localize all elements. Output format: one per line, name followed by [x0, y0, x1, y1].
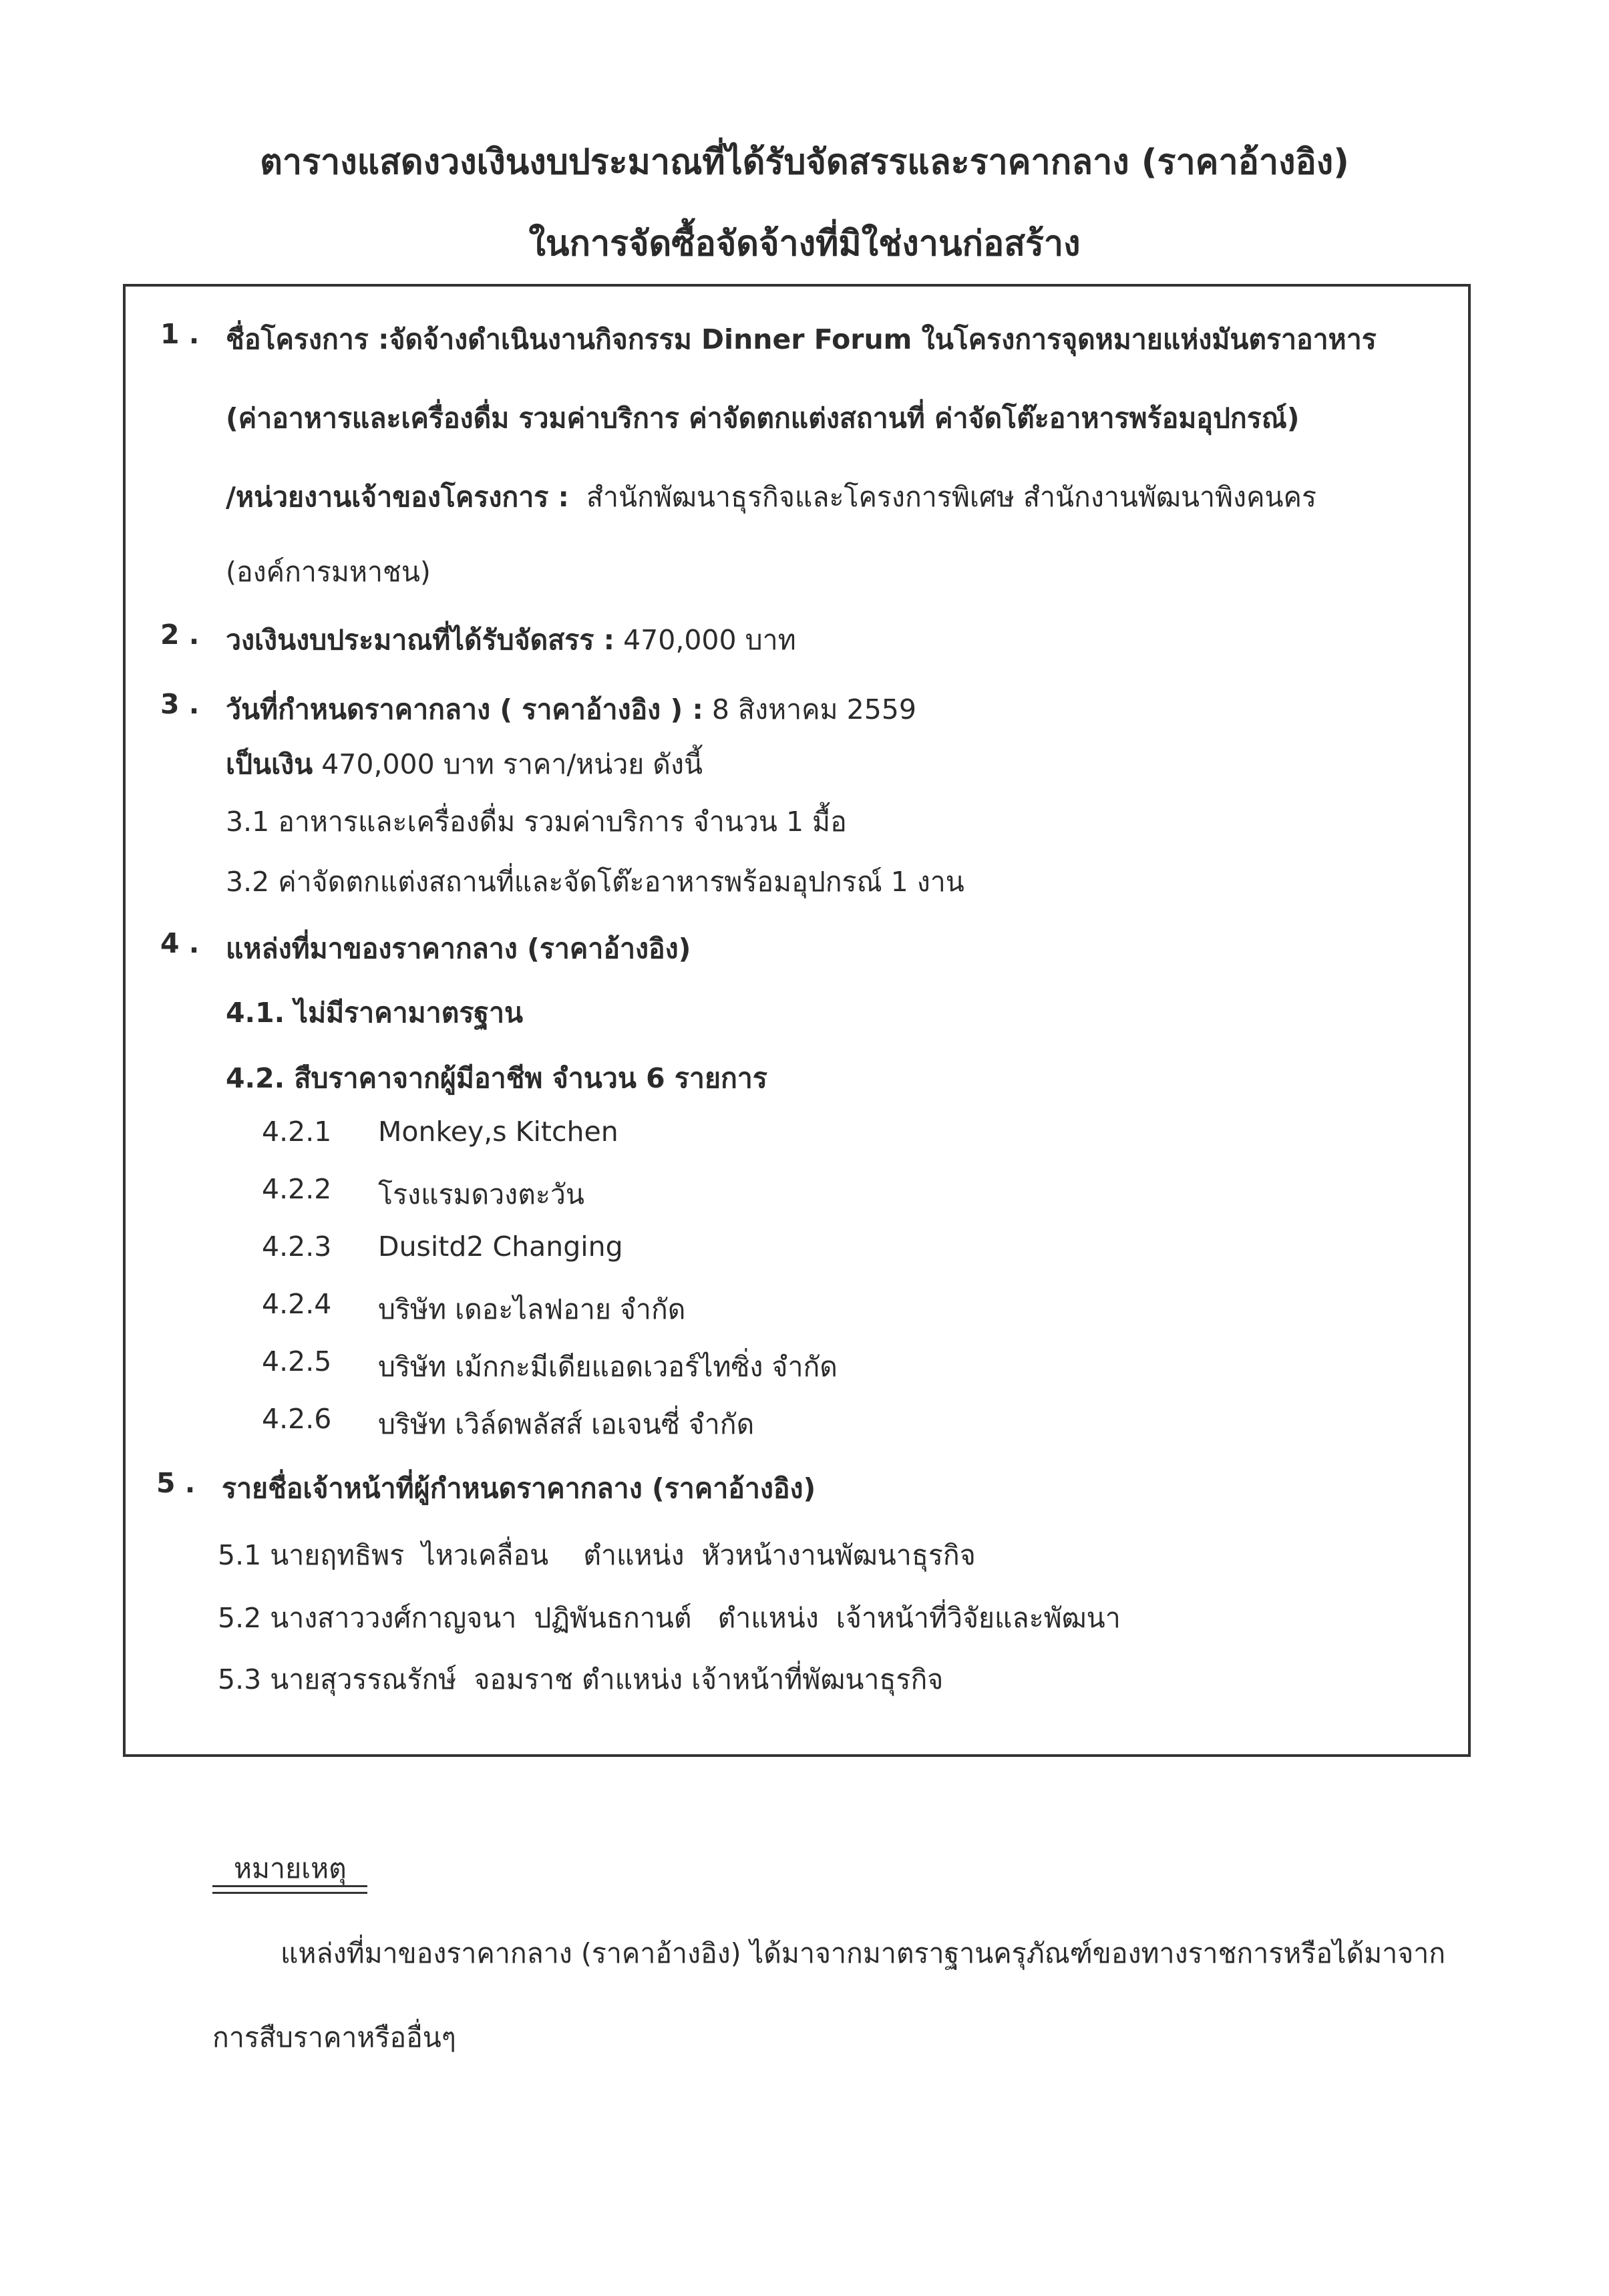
vendor-number: 4.2.4: [262, 1288, 332, 1320]
price-date-label: วันที่กำหนดราคากลาง ( ราคาอ้างอิง ) :: [226, 693, 703, 725]
staff-member: 5.3 นายสุวรรณรักษ์ จอมราช ตำแหน่ง เจ้าหน้าที่พัฒนาธุรกิจ: [218, 1663, 944, 1695]
price-source-sub-1: 4.1. ไม่มีราคามาตรฐาน: [226, 997, 524, 1029]
amount-line: [226, 743, 703, 786]
amount-text: 470,000 บาท ราคา/หน่วย ดังนี้: [321, 748, 703, 780]
staff-heading: รายชื่อเจ้าหน้าที่ผู้กำหนดราคากลาง (ราคาอ้างอิง): [222, 1472, 816, 1504]
budget-value: 470,000 บาท: [623, 624, 796, 656]
staff-member: 5.1 นายฤทธิพร ไหวเคลื่อน ตำแหน่ง หัวหน้างานพัฒนาธุรกิจ: [218, 1539, 976, 1571]
vendor-number: 4.2.5: [262, 1345, 332, 1377]
vendor-name: Monkey,s Kitchen: [378, 1116, 618, 1148]
vendor-name: บริษัท เม้กกะมีเดียแอดเวอร์ไทซิ่ง จำกัด: [378, 1351, 838, 1383]
vendor-number: 4.2.1: [262, 1116, 332, 1148]
vendor-name: บริษัท เวิล์ดพลัสส์ เอเจนซี่ จำกัด: [378, 1408, 755, 1440]
vendor-number: 4.2.3: [262, 1231, 332, 1263]
project-owner-label: /หน่วยงานเจ้าของโครงการ :: [226, 481, 569, 513]
section-1-line: [226, 318, 1377, 361]
note-line-2: การสืบราคาหรืออื่นๆ: [212, 2021, 456, 2054]
vendor-name: Dusitd2 Changing: [378, 1231, 623, 1263]
vendor-name: บริษัท เดอะไลฟอาย จำกัด: [378, 1293, 686, 1325]
section-4-number: 4 .: [160, 927, 200, 959]
section-3-number: 3 .: [160, 688, 200, 720]
section-2-number: 2 .: [160, 619, 200, 651]
project-owner-text: สำนักพัฒนาธุรกิจและโครงการพิเศษ สำนักงานพัฒนาพิงคนคร: [586, 481, 1316, 513]
project-owner-continued: (องค์การมหาชน): [226, 556, 431, 588]
note-underline-top: [212, 1885, 367, 1887]
project-name-continued: (ค่าอาหารและเครื่องดื่ม รวมค่าบริการ ค่าจัดตกแต่งสถานที่ ค่าจัดโต๊ะอาหารพร้อมอุปกรณ์): [226, 402, 1300, 434]
price-source-heading: แหล่งที่มาของราคากลาง (ราคาอ้างอิง): [226, 933, 691, 965]
vendor-number: 4.2.2: [262, 1173, 332, 1205]
project-owner-line: [226, 476, 1316, 519]
note-line-1: แหล่งที่มาของราคากลาง (ราคาอ้างอิง) ได้มาจากมาตราฐานครุภัณฑ์ของทางราชการหรือได้มาจาก: [281, 1937, 1446, 1969]
vendor-name: โรงแรมดวงตะวัน: [378, 1178, 584, 1210]
price-item-1: 3.1 อาหารและเครื่องดื่ม รวมค่าบริการ จำนวน 1 มื้อ: [226, 806, 847, 838]
section-2-line: [226, 619, 796, 662]
note-underline-bottom: [212, 1892, 367, 1894]
price-date-value: 8 สิงหาคม 2559: [711, 693, 916, 725]
budget-label: วงเงินงบประมาณที่ได้รับจัดสรร :: [226, 624, 615, 656]
price-item-2: 3.2 ค่าจัดตกแต่งสถานที่และจัดโต๊ะอาหารพร้อมอุปกรณ์ 1 งาน: [226, 866, 964, 898]
vendor-number: 4.2.6: [262, 1403, 332, 1435]
note-heading: หมายเหตุ: [234, 1852, 347, 1884]
section-1-number: 1 .: [160, 318, 200, 350]
staff-member: 5.2 นางสาววงศ์กาญจนา ปฏิพันธกานต์ ตำแหน่ง เจ้าหน้าที่วิจัยและพัฒนา: [218, 1602, 1121, 1634]
page-subtitle: ในการจัดซื้อจัดจ้างที่มิใช่งานก่อสร้าง: [528, 224, 1081, 264]
project-name-text: จัดจ้างดำเนินงานกิจกรรม Dinner Forum ในโครงการจุดหมายแห่งมันตราอาหาร: [389, 323, 1377, 355]
amount-label: เป็นเงิน: [226, 748, 313, 780]
page-title: ตารางแสดงวงเงินงบประมาณที่ได้รับจัดสรรและราคากลาง (ราคาอ้างอิง): [260, 142, 1349, 182]
section-5-number: 5 .: [156, 1467, 196, 1499]
project-name-label: ชื่อโครงการ :: [226, 323, 389, 355]
price-source-sub-2: 4.2. สืบราคาจากผู้มีอาชีพ จำนวน 6 รายการ: [226, 1062, 767, 1094]
section-3-line: [226, 688, 916, 731]
